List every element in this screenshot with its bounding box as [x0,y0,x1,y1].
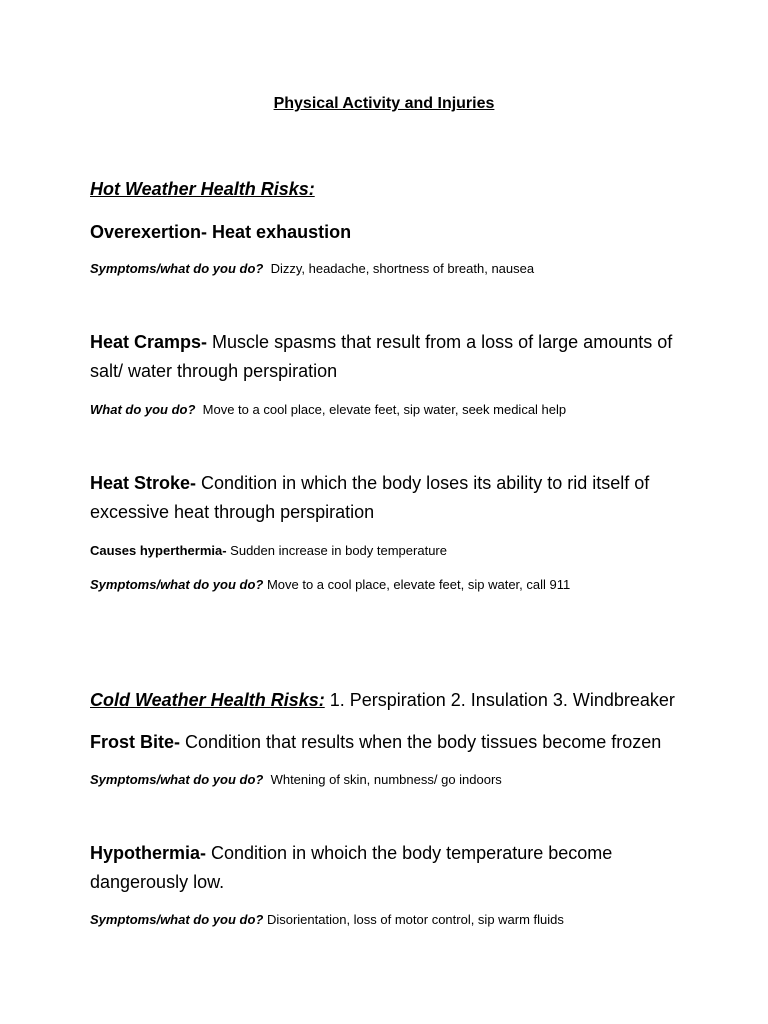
heat-stroke-cause-label: Causes hyperthermia- [90,543,227,558]
cold-weather-heading: Cold Weather Health Risks: [90,690,325,710]
heat-stroke-definition [90,469,680,527]
hot-weather-heading: Hot Weather Health Risks: [90,179,315,199]
heat-stroke-text: Condition in which the body loses its ability to rid itself of excessive heat through perspiration [90,473,650,522]
heat-cramps-actions [90,402,566,417]
heat-stroke-answer: Move to a cool place, elevate feet, sip water, call 911 [263,577,571,592]
heat-cramps-text: Muscle spasms that result from a loss of large amounts of salt/ water through perspiration [90,332,673,381]
heat-stroke-term: Heat Stroke- [90,473,197,493]
frost-bite-answer: Whtening of skin, numbness/ go indoors [263,772,502,787]
hypothermia-answer: Disorientation, loss of motor control, sip warm fluids [263,912,564,927]
heat-cramps-prompt: What do you do? [90,402,196,417]
frost-bite-symptoms [90,772,502,787]
heat-cramps-term: Heat Cramps- [90,332,208,352]
hypothermia-definition [90,839,680,897]
page-title: Physical Activity and Injuries [273,95,495,112]
heat-stroke-cause-text: Sudden increase in body temperature [226,543,447,558]
overexertion-symptoms [90,261,534,276]
overexertion-term-text: Overexertion- Heat exhaustion [90,222,352,242]
frost-bite-definition [90,728,661,757]
cold-weather-list: 1. Perspiration 2. Insulation 3. Windbreaker [324,690,675,710]
hypothermia-prompt: Symptoms/what do you do? [90,912,264,927]
overexertion-prompt: Symptoms/what do you do? [90,261,264,276]
heat-stroke-cause [90,543,447,558]
frost-bite-text: Condition that results when the body tissues become frozen [180,732,662,752]
frost-bite-term: Frost Bite- [90,732,180,752]
heat-stroke-prompt: Symptoms/what do you do? [90,577,264,592]
overexertion-answer: Dizzy, headache, shortness of breath, nausea [263,261,535,276]
overexertion-term [90,218,351,247]
heat-cramps-answer: Move to a cool place, elevate feet, sip water, seek medical help [195,402,567,417]
heat-cramps-definition [90,328,680,386]
hypothermia-text: Condition in whoich the body temperature become dangerously low. [90,843,613,892]
frost-bite-prompt: Symptoms/what do you do? [90,772,264,787]
hypothermia-symptoms [90,912,564,927]
cold-weather-line [90,686,675,715]
heat-stroke-actions [90,577,570,592]
hypothermia-term: Hypothermia- [90,843,207,863]
